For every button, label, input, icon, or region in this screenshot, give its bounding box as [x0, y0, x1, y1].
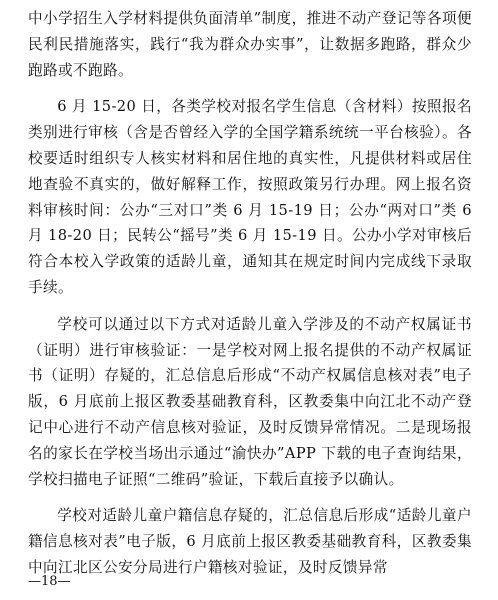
paragraph-review-schedule: 6 月 15-20 日，各类学校对报名学生信息（含材料）按照报名类别进行审核（含是否曾经入学的全国学籍系统统一平台核验）。各校要适时组织专人核实材料和居住地的真实性，凡提供材料或居住地查验不真实的，做好解释工作，按照政策另行办理。网上报名资料审核时间：公办“三对口”类 6 月 15-19 日；公办“两对口”类 6 月 18-20 日；民转公“摇号”类 6 月 15-19 日。公办小学对审核后符合本校入学政策的适龄儿童，通知其在规定时间内完成线下录取手续。 — [28, 98, 472, 296]
paragraph-continuation: 中小学招生入学材料提供负面清单”制度，推进不动产登记等各项便民利民措施落实，践行“我为群众办实事”，让数据多跑路，群众少跑路或不跑路。 — [28, 10, 472, 79]
document-body — [28, 6, 472, 592]
page-number: —18— — [28, 574, 71, 589]
paragraph-household-verification: 学校对适龄儿童户籍信息存疑的，汇总信息后形成“适龄儿童户籍信息核对表”电子版，6 月底前上报区教委基础教育科，区教委集中向江北区公安分局进行户籍核对验证，及时反馈异常 — [28, 507, 472, 576]
paragraph-property-verification: 学校可以通过以下方式对适龄儿童入学涉及的不动产权属证书（证明）进行审核验证：一是学校对网上报名提供的不动产权属证书（证明）存疑的，汇总信息后形成“不动产权属信息核对表”电子版，6 月底前上报区教委基础教育科，区教委集中向江北不动产登记中心进行不动产信息核对验证，及时反馈异常情况。二是现场报名的家长在学校当场出示通过“渝快办”APP 下载的电子查询结果，学校扫描电子证照“二维码”验证，下载后直接予以确认。 — [28, 315, 472, 488]
